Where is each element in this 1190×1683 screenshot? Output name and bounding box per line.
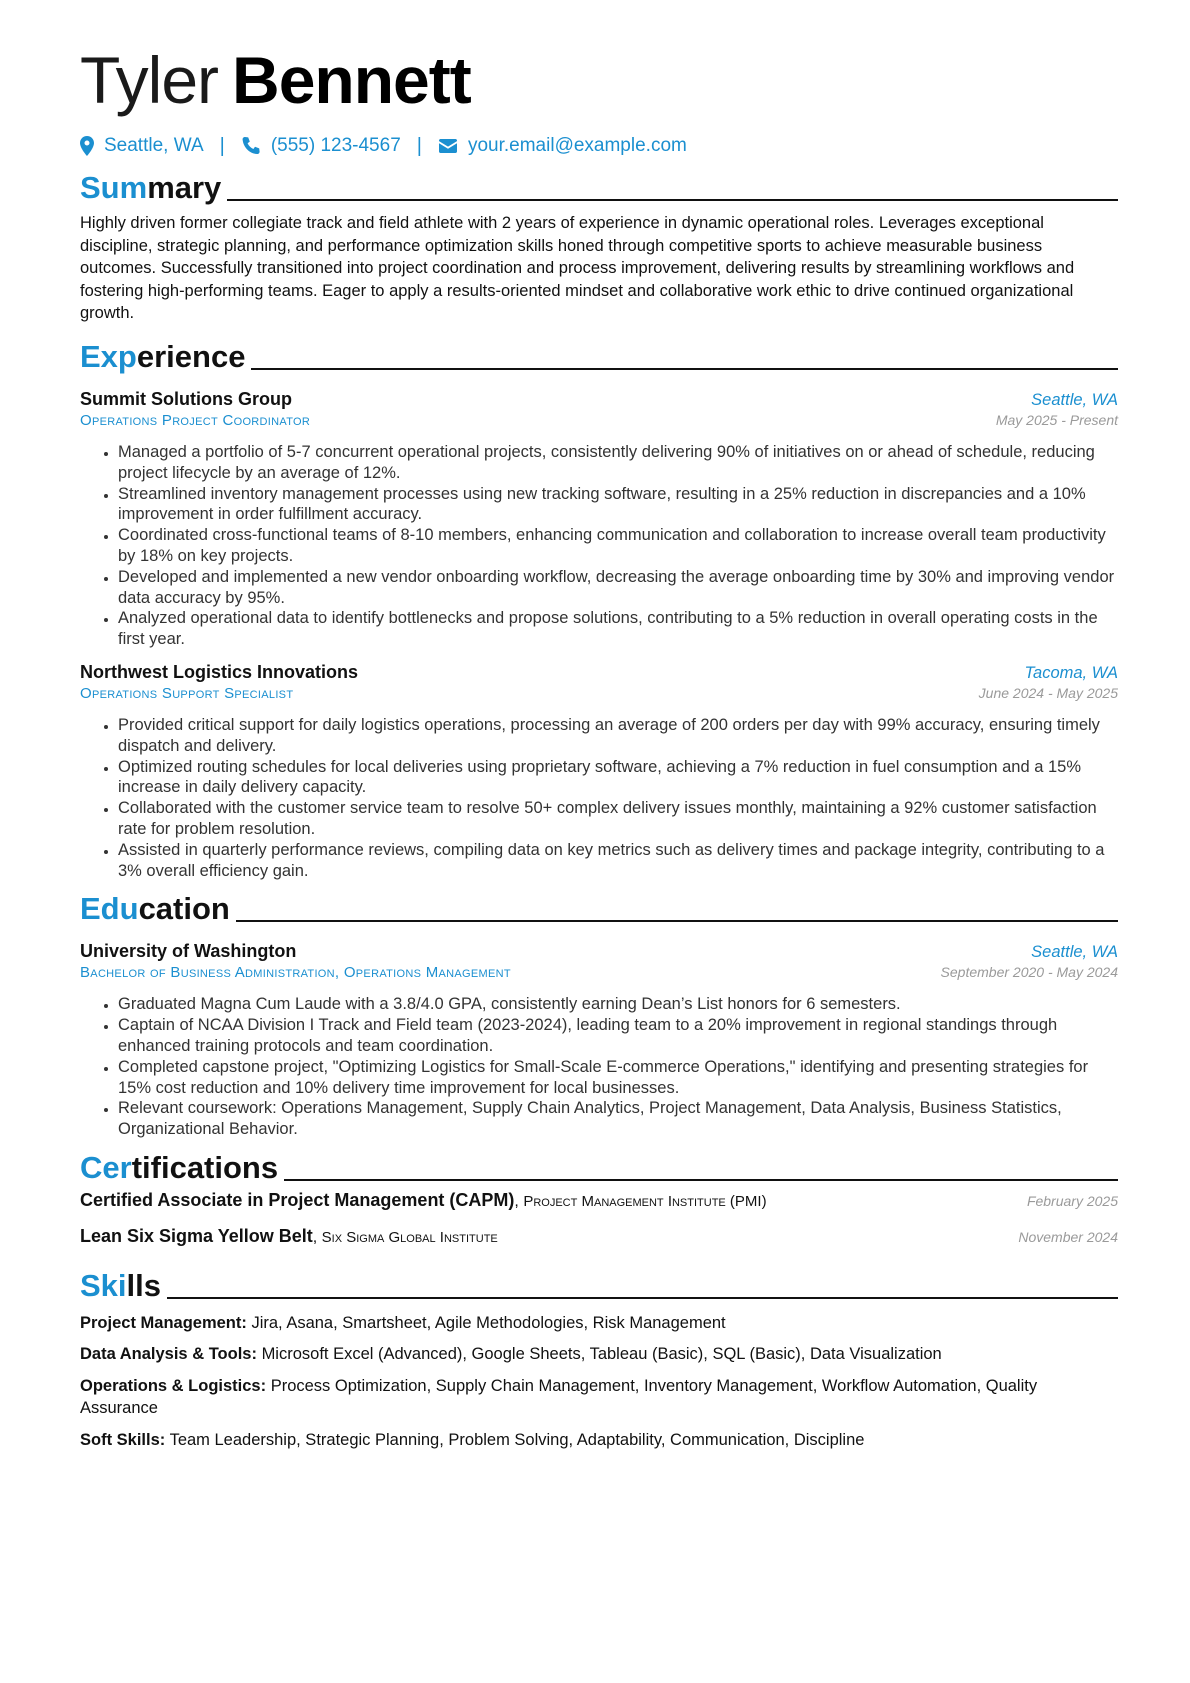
degree: Bachelor of Business Administration, Operations Management bbox=[80, 964, 511, 982]
school-location: Seattle, WA bbox=[1031, 943, 1118, 962]
summary-section bbox=[80, 164, 1118, 325]
skills-title: Skills bbox=[80, 1267, 161, 1303]
section-rule bbox=[236, 920, 1118, 922]
cert-date: February 2025 bbox=[1026, 1192, 1118, 1209]
list-item: • Completed capstone project, "Optimizing Logistics for Small-Scale E-commerce Operations," identifying and presenting strategies for 15% cost reduction and 10% delivery time improvement for local businesses. bbox=[118, 1057, 1118, 1099]
skill-value: Process Optimization, Supply Chain Management, Inventory Management, Workflow Automation, Quality Assurance bbox=[80, 1376, 1038, 1418]
list-item: • Streamlined inventory management processes using new tracking software, resulting in a 25% reduction in discrepancies and a 10% improvement in order fulfillment accuracy. bbox=[118, 484, 1118, 526]
contact-separator: | bbox=[416, 134, 422, 157]
phone-text: (555) 123-4567 bbox=[270, 135, 401, 156]
skill-label: Operations & Logistics: bbox=[80, 1376, 267, 1395]
list-item: • Captain of NCAA Division I Track and Field team (2023-2024), leading team to a 20% improvement in regional standings through enhanced training protocols and team coordination. bbox=[118, 1015, 1118, 1057]
skill-line bbox=[80, 1375, 1118, 1420]
resume-page bbox=[80, 38, 1118, 1451]
contact-location bbox=[80, 135, 204, 157]
phone-icon bbox=[241, 136, 261, 156]
education-dates: September 2020 - May 2024 bbox=[940, 964, 1118, 981]
cert-name: Lean Six Sigma Yellow Belt bbox=[80, 1225, 313, 1246]
list-item: • Collaborated with the customer service team to resolve 50+ complex delivery issues monthly, maintaining a 92% customer satisfaction rate for problem resolution. bbox=[118, 798, 1118, 840]
education-section bbox=[80, 885, 1118, 1140]
skill-label: Data Analysis & Tools: bbox=[80, 1345, 257, 1364]
certifications-title: Certifications bbox=[80, 1149, 279, 1185]
list-item: • Optimized routing schedules for local deliveries using proprietary software, achieving a 7% reduction in fuel consumption and a 15% increase in daily delivery capacity. bbox=[118, 757, 1118, 799]
job-bullets bbox=[80, 715, 1118, 881]
experience-title: Experience bbox=[80, 338, 246, 374]
education-title: Education bbox=[80, 891, 230, 927]
job-company: Northwest Logistics Innovations bbox=[80, 661, 359, 682]
list-item: • Developed and implemented a new vendor onboarding workflow, decreasing the average onboarding time by 30% and improving vendor data accuracy by 95%. bbox=[118, 567, 1118, 609]
job-entry bbox=[80, 662, 1118, 881]
first-name: Tyler bbox=[80, 43, 219, 117]
skill-value: Team Leadership, Strategic Planning, Problem Solving, Adaptability, Communication, Discipline bbox=[169, 1430, 865, 1449]
contact-email[interactable] bbox=[438, 135, 687, 157]
location-text: Seattle, WA bbox=[104, 135, 204, 156]
cert-issuer: Project Management Institute (PMI) bbox=[523, 1192, 767, 1210]
section-rule bbox=[167, 1297, 1118, 1299]
summary-text: Highly driven former collegiate track and field athlete with 2 years of experience in dynamic operational roles. Leverages exceptional discipline, strategic planning, and performance optimization skills honed through competitive sports to achieve measurable business outcomes. Successfully transitioned into project coordination and process improvement, delivering results by streamlining workflows and fostering high-performing teams. Eager to apply a results-oriented mindset and collaborative work ethic to drive continued organizational growth. bbox=[80, 214, 1075, 323]
section-rule bbox=[251, 368, 1118, 370]
summary-title: Summary bbox=[80, 170, 222, 205]
contact-bar bbox=[80, 132, 1118, 160]
cert-comma: , bbox=[514, 1192, 524, 1210]
job-dates: May 2025 - Present bbox=[995, 411, 1118, 428]
list-item: • Coordinated cross-functional teams of 8-10 members, enhancing communication and collaboration to increase overall team productivity by 18% on key projects. bbox=[118, 525, 1118, 567]
section-rule bbox=[284, 1179, 1118, 1181]
section-heading bbox=[80, 333, 1118, 375]
cert-date: November 2024 bbox=[1018, 1228, 1118, 1245]
list-item: • Provided critical support for daily logistics operations, processing an average of 200 orders per day with 99% accuracy, ensuring timely dispatch and delivery. bbox=[118, 715, 1118, 757]
section-heading bbox=[80, 885, 1118, 927]
skill-line bbox=[80, 1312, 1118, 1335]
list-item: • Relevant coursework: Operations Management, Supply Chain Analytics, Project Management, Data Analysis, Business Statistics, Organizational Behavior. bbox=[118, 1098, 1118, 1140]
cert-name: Certified Associate in Project Management (CAPM) bbox=[80, 1189, 515, 1210]
skill-line bbox=[80, 1429, 1118, 1452]
cert-comma: , bbox=[312, 1228, 322, 1246]
experience-section bbox=[80, 333, 1118, 881]
skill-value: Microsoft Excel (Advanced), Google Sheets, Tableau (Basic), SQL (Basic), Data Visualization bbox=[261, 1345, 942, 1364]
list-item: • Managed a portfolio of 5-7 concurrent operational projects, consistently delivering 90% of initiatives on or ahead of schedule, reducing project lifecycle by an average of 12%. bbox=[118, 442, 1118, 484]
section-heading bbox=[80, 1262, 1118, 1304]
certification-item bbox=[80, 1226, 1118, 1262]
job-location: Seattle, WA bbox=[1031, 390, 1118, 409]
section-heading bbox=[80, 164, 1118, 206]
job-bullets bbox=[80, 442, 1118, 650]
certifications-section bbox=[80, 1144, 1118, 1262]
education-entry bbox=[80, 941, 1118, 1140]
list-item: • Assisted in quarterly performance reviews, compiling data on key metrics such as delivery times and package integrity, contributing to a 3% overall efficiency gain. bbox=[118, 840, 1118, 882]
job-role: Operations Project Coordinator bbox=[80, 411, 311, 429]
email-link: your.email@example.com bbox=[467, 135, 687, 156]
section-heading bbox=[80, 1144, 1118, 1186]
job-location: Tacoma, WA bbox=[1024, 663, 1118, 682]
education-bullets bbox=[80, 994, 1118, 1140]
job-dates: June 2024 - May 2025 bbox=[978, 684, 1118, 701]
contact-phone[interactable] bbox=[241, 135, 401, 157]
job-company: Summit Solutions Group bbox=[80, 388, 292, 409]
skill-value: Jira, Asana, Smartsheet, Agile Methodologies, Risk Management bbox=[251, 1313, 726, 1332]
last-name: Bennett bbox=[232, 43, 471, 117]
job-entry bbox=[80, 389, 1118, 650]
certification-item bbox=[80, 1190, 1118, 1226]
skill-label: Soft Skills: bbox=[80, 1430, 166, 1449]
candidate-name bbox=[80, 38, 1118, 122]
map-marker-icon bbox=[80, 136, 94, 156]
list-item: • Analyzed operational data to identify bottlenecks and propose solutions, contributing to a 5% reduction in overall operating costs in the first year. bbox=[118, 608, 1118, 650]
job-role: Operations Support Specialist bbox=[80, 684, 294, 702]
school-name: University of Washington bbox=[80, 941, 297, 962]
skills-section bbox=[80, 1262, 1118, 1452]
cert-issuer: Six Sigma Global Institute bbox=[321, 1228, 498, 1246]
skill-line bbox=[80, 1343, 1118, 1366]
skill-label: Project Management: bbox=[80, 1313, 247, 1332]
contact-separator: | bbox=[219, 134, 225, 157]
envelope-icon bbox=[438, 138, 458, 154]
section-rule bbox=[227, 199, 1118, 201]
list-item: • Graduated Magna Cum Laude with a 3.8/4.0 GPA, consistently earning Dean’s List honors for 6 semesters. bbox=[118, 994, 1118, 1015]
